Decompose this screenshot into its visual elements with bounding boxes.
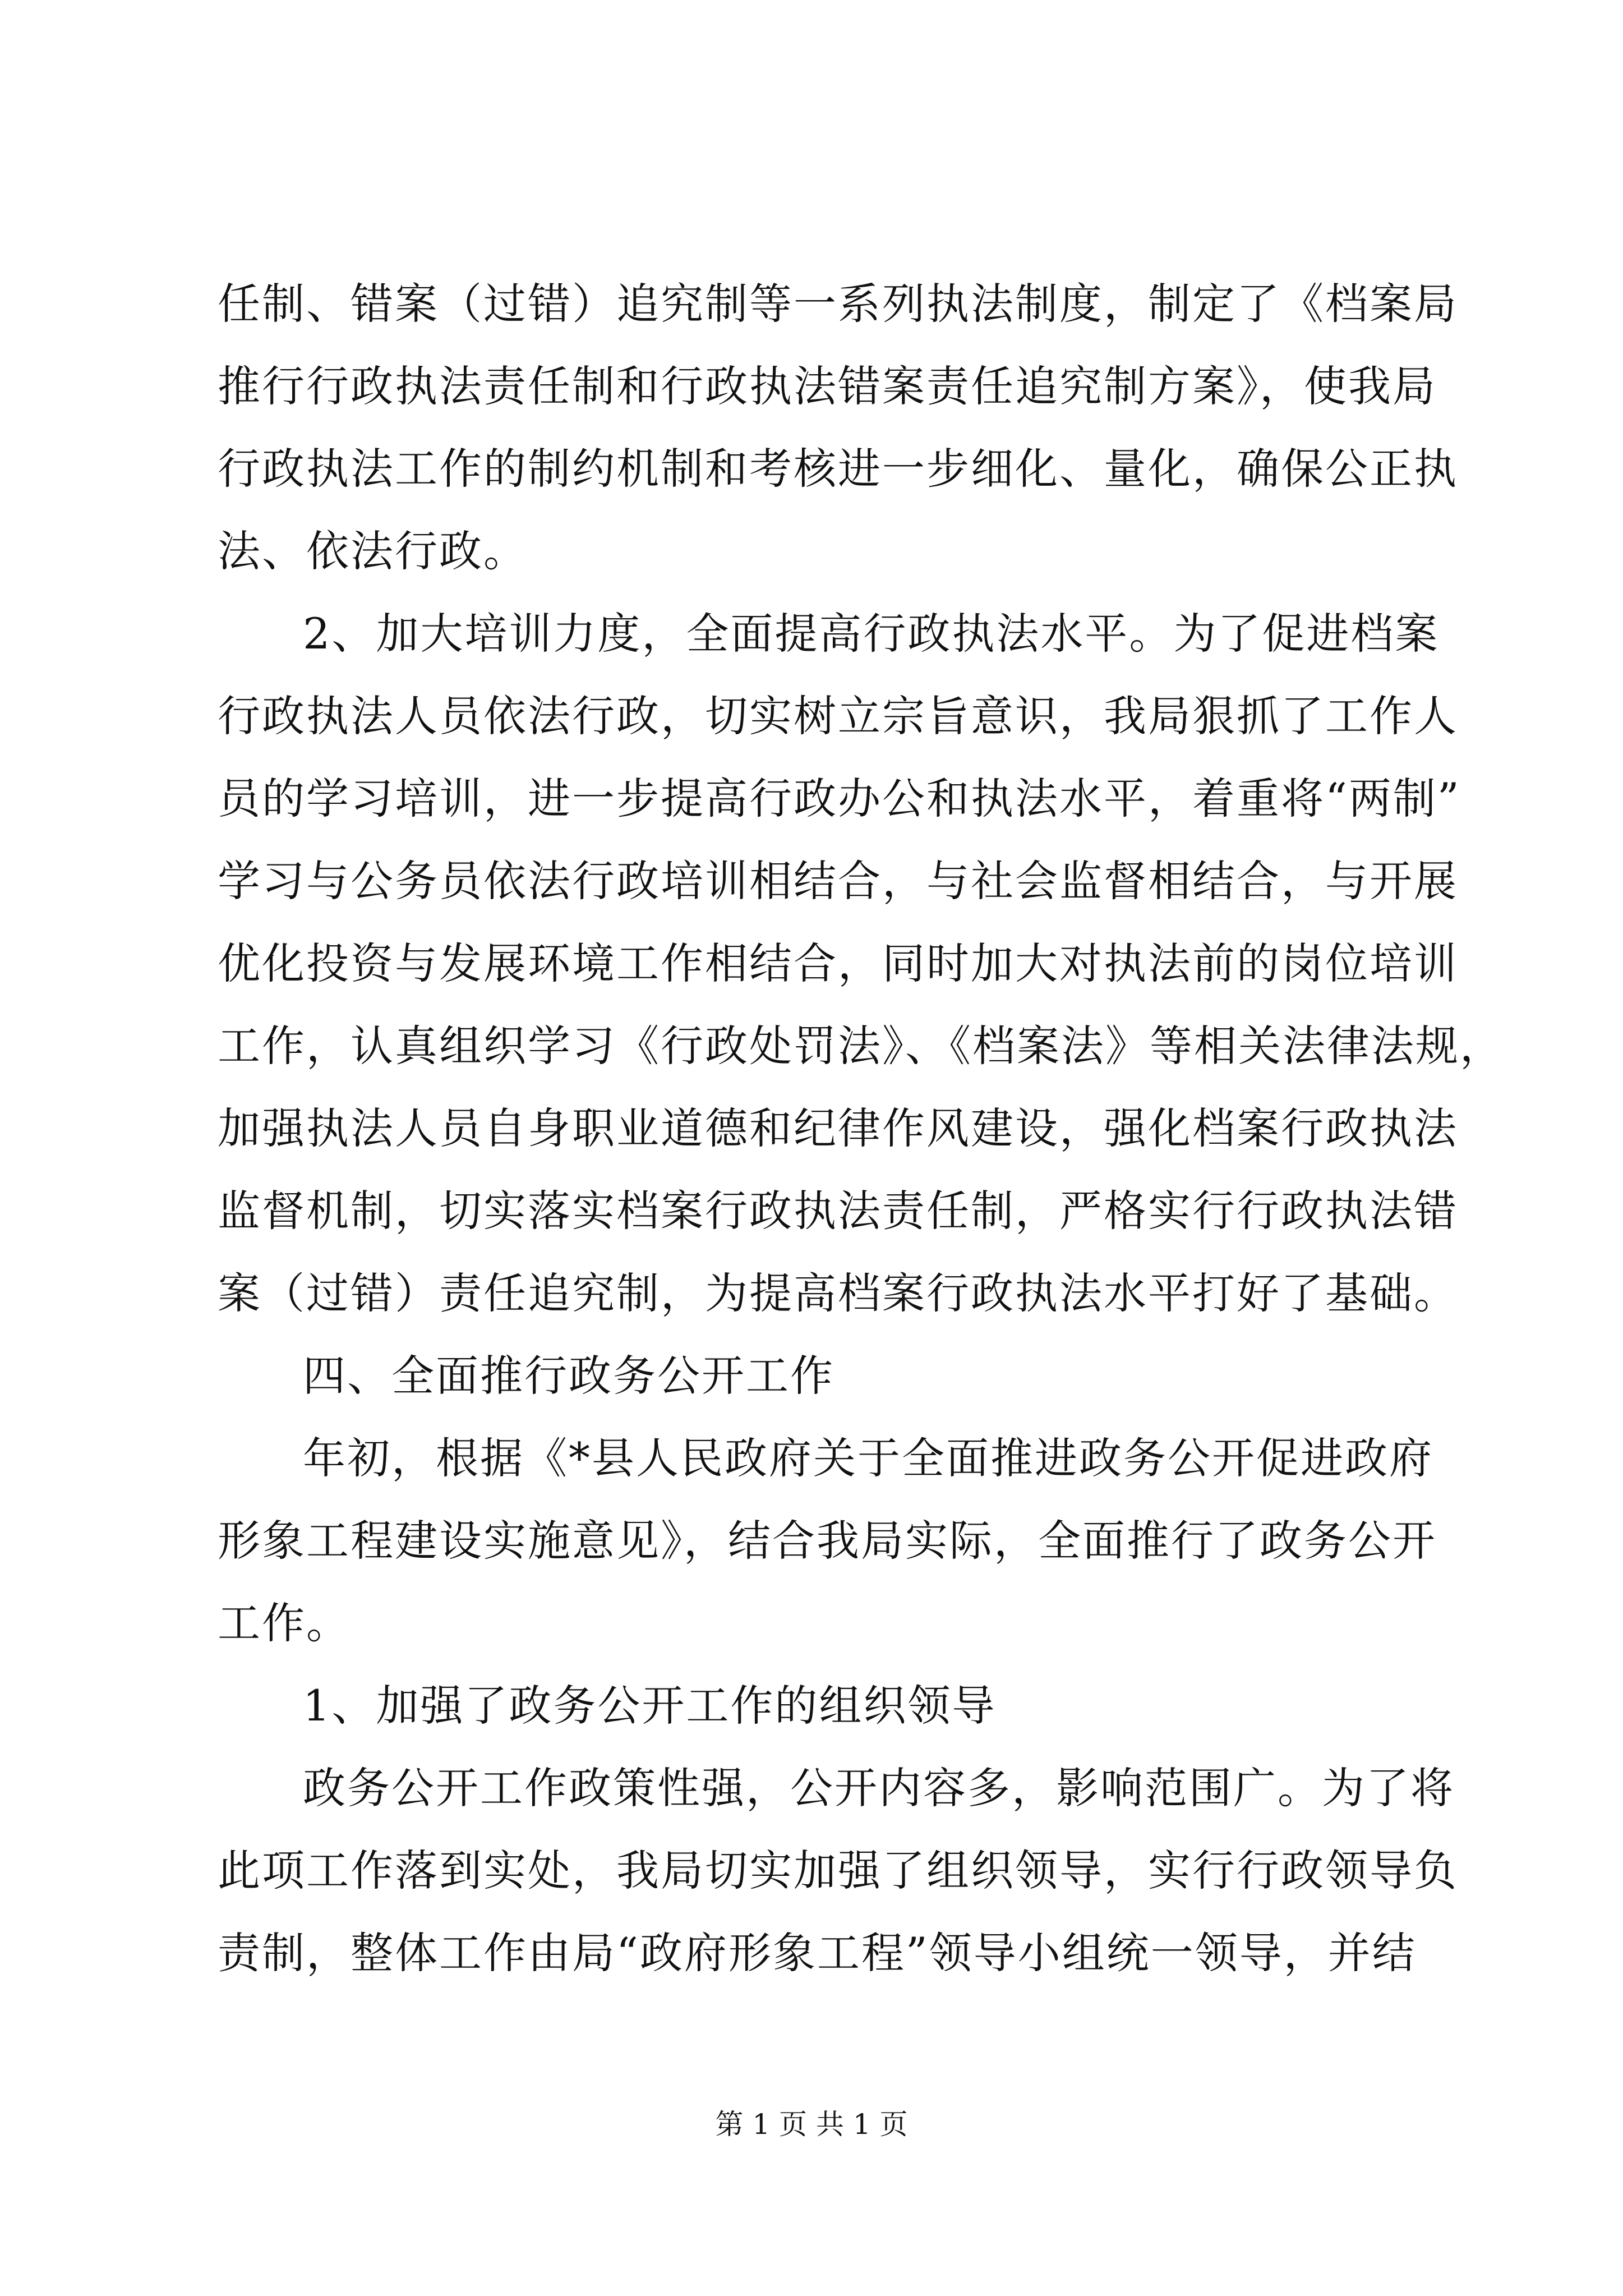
body-line: 工作，认真组织学习《行政处罚法》、《档案法》等相关法律法规， [218, 1021, 1504, 1071]
body-line: 行政执法工作的制约机制和考核进一步细化、量化，确保公正执 [218, 444, 1458, 494]
document-body [218, 263, 1504, 1994]
body-line: 学习与公务员依法行政培训相结合，与社会监督相结合，与开展 [218, 856, 1458, 906]
body-line: 2、加大培训力度，全面提高行政执法水平。为了促进档案 [303, 609, 1440, 659]
body-line: 年初，根据《*县人民政府关于全面推进政务公开促进政府 [303, 1433, 1433, 1483]
body-line: 员的学习培训，进一步提高行政办公和执法水平，着重将“两制” [218, 774, 1461, 823]
body-line: 政务公开工作政策性强，公开内容多，影响范围广。为了将 [303, 1763, 1455, 1813]
body-line: 工作。 [218, 1598, 351, 1648]
section-heading: 四、全面推行政务公开工作 [303, 1351, 834, 1401]
body-line: 优化投资与发展环境工作相结合，同时加大对执法前的岗位培训 [218, 938, 1458, 988]
body-line: 推行行政执法责任制和行政执法错案责任追究制方案》，使我局 [218, 361, 1437, 411]
subsection-heading: 1、加强了政务公开工作的组织领导 [303, 1681, 997, 1731]
body-line: 责制，整体工作由局“政府形象工程”领导小组统一领导，并结 [218, 1928, 1417, 1978]
body-line: 监督机制，切实落实档案行政执法责任制，严格实行行政执法错 [218, 1186, 1458, 1236]
body-line: 法、依法行政。 [218, 526, 528, 576]
body-line: 任制、错案（过错）追究制等一系列执法制度，制定了《档案局 [218, 279, 1458, 329]
body-line: 此项工作落到实处，我局切实加强了组织领导，实行行政领导负 [218, 1846, 1458, 1895]
body-line: 行政执法人员依法行政，切实树立宗旨意识，我局狠抓了工作人 [218, 691, 1458, 741]
body-line: 加强执法人员自身职业道德和纪律作风建设，强化档案行政执法 [218, 1103, 1458, 1153]
body-line: 形象工程建设实施意见》，结合我局实际，全面推行了政务公开 [218, 1516, 1437, 1566]
page-footer: 第 1 页 共 1 页 [715, 2108, 908, 2141]
body-line: 案（过错）责任追究制，为提高档案行政执法水平打好了基础。 [218, 1268, 1458, 1318]
